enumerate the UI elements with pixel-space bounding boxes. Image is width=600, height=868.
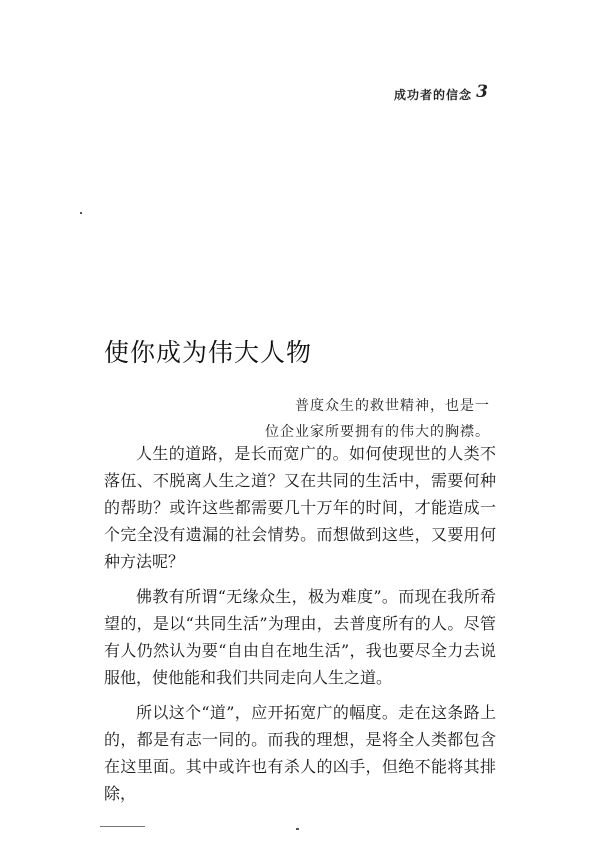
epigraph [250,393,490,445]
body-text [104,440,496,815]
scan-speck [100,826,145,827]
chapter-title: 使你成为伟大人物 [104,338,313,367]
scan-speck [80,212,82,214]
page-number: 3 [476,82,488,102]
paragraph-1: 人生的道路，是长而宽广的。如何使现世的人类不落伍、不脱离人生之道？又在共同的生活中，需要何种的帮助？或许这些都需要几十万年的时间，才能造成一个完全没有遗漏的社会情势。而想做到这些，又要用何种方法呢？ [104,444,496,571]
epigraph-line-2: 位企业家所要拥有的伟大的胸襟。 [265,424,490,440]
epigraph-line-1: 普度众生的救世精神，也是一 [295,398,490,414]
running-header: 成功者的信念 [393,88,472,102]
paragraph-3: 所以这个“道”，应开拓宽广的幅度。走在这条路上的，都是有志一同的。而我的理想，是将全人类都包含在这里面。其中或许也有杀人的凶手，但绝不能将其排除， [104,703,496,803]
scan-speck [296,828,299,830]
paragraph-2: 佛教有所谓“无缘众生，极为难度”。而现在我所希望的，是以“共同生活”为理由，去普度所有的人。尽管有人仍然认为要“自由自在地生活”，我也要尽全力去说服他，使他能和我们共同走向人生之道。 [104,587,496,687]
